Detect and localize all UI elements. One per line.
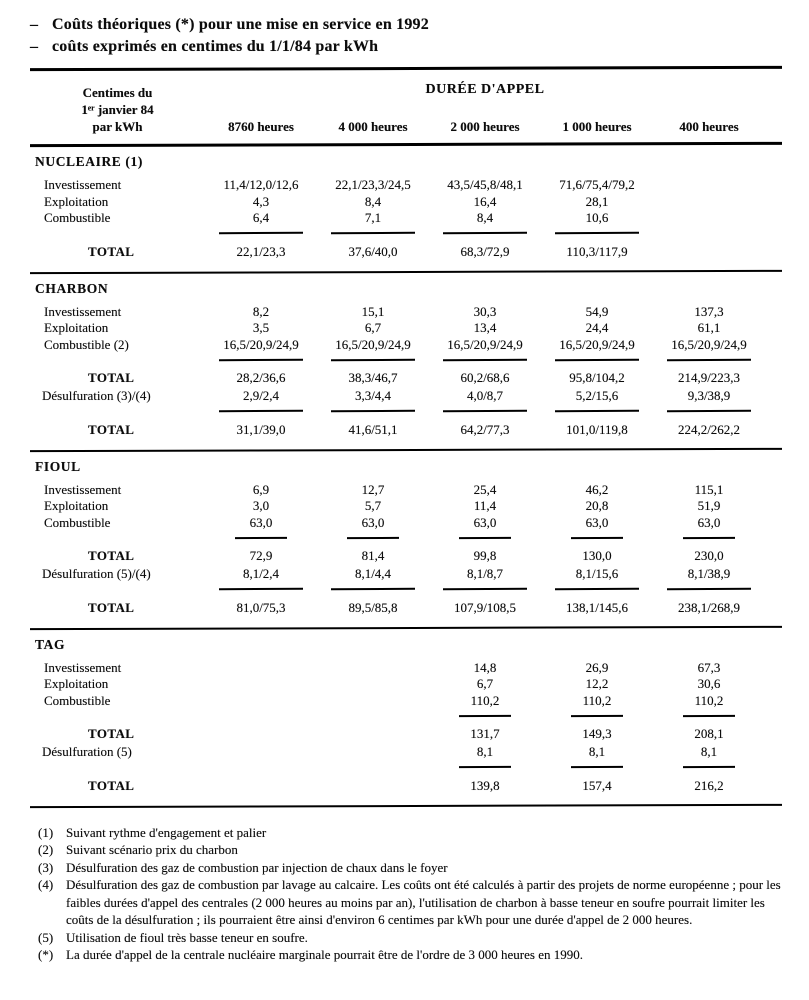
row-label: Investissement [44, 177, 122, 192]
cell-value: 63,0 [473, 514, 497, 530]
column-underline [219, 410, 303, 412]
underline-cell [541, 766, 653, 768]
cell-value: 81,0/75,3 [236, 599, 286, 615]
cell-value: 216,2 [694, 777, 724, 793]
cell-value: 14,8 [473, 659, 497, 675]
cell-value: 43,5/45,8/48,1 [447, 177, 523, 192]
cell-value [205, 744, 317, 761]
column-underline [571, 714, 623, 716]
underline-cell [429, 715, 541, 717]
underline-cell [541, 588, 653, 590]
row-label: Désulfuration (3)/(4) [42, 388, 151, 403]
underline-cell [205, 410, 317, 412]
row-label: Exploitation [44, 498, 109, 513]
cell-value: 15,1 [361, 303, 385, 319]
underline-cell [541, 537, 653, 539]
cell-value: 3,5 [252, 320, 270, 335]
total-row [30, 544, 785, 566]
total-separator-row [30, 583, 785, 596]
table-body [30, 146, 785, 807]
underline-cell [205, 588, 317, 590]
section-nucleaire-1 [30, 146, 785, 262]
cell-value: 149,3 [582, 726, 612, 741]
cell-value: 8,1/4,4 [354, 566, 392, 581]
row-label: TOTAL [88, 726, 135, 741]
underline-cell [317, 232, 429, 234]
underline-cell [653, 588, 765, 590]
data-row [30, 498, 785, 515]
underline-cell [429, 537, 541, 539]
cell-value: 8,1/38,9 [687, 566, 731, 581]
footnotes-block [30, 824, 785, 964]
data-row [30, 744, 785, 761]
column-underline [235, 536, 287, 538]
column-underline [555, 588, 639, 590]
data-row [30, 388, 785, 405]
underline-cell [541, 715, 653, 717]
cell-value: 8,2 [252, 303, 270, 319]
cell-value: 110,3/117,9 [566, 243, 628, 259]
cell-value: 2,9/2,4 [242, 388, 280, 403]
column-underline [331, 358, 415, 360]
footnote-text: Suivant rythme d'engagement et palier [66, 824, 267, 840]
underline-cell [429, 410, 541, 412]
cell-value [317, 776, 429, 796]
cell-value: 16,4 [473, 193, 497, 209]
section-title: TAG [35, 636, 66, 652]
underline-cell [653, 537, 765, 539]
cell-value: 71,6/75,4/79,2 [559, 177, 635, 192]
column-underline [459, 766, 511, 768]
column-underline [459, 536, 511, 538]
cell-value: 8,1 [700, 744, 718, 759]
cell-value: 230,0 [694, 548, 724, 563]
cell-value [653, 194, 765, 211]
duree-dappel-span-header: DURÉE D'APPEL [425, 82, 545, 97]
cell-value: 67,3 [697, 659, 721, 675]
cell-value: 4,3 [252, 193, 270, 209]
cell-value: 101,0/119,8 [566, 421, 628, 437]
underline-cell [317, 410, 429, 412]
cell-value: 6,7 [364, 320, 382, 335]
cell-value: 238,1/268,9 [677, 599, 741, 615]
column-header-400h: 400 heures [679, 119, 739, 134]
title-line-1 [30, 14, 785, 36]
cell-value [205, 693, 317, 710]
row-label: Combustible [44, 692, 111, 708]
cell-value: 37,6/40,0 [348, 243, 398, 259]
cell-value: 20,8 [585, 498, 609, 513]
section-tag [30, 629, 785, 796]
cell-value: 5,7 [364, 498, 382, 513]
column-underline [331, 588, 415, 590]
footnote-text: La durée d'appel de la centrale nucléaire marginale pourrait être de l'ordre de 3 000 heures en 1990. [66, 947, 583, 962]
cell-value [317, 693, 429, 710]
data-row [30, 482, 785, 499]
cell-value: 131,7 [470, 726, 500, 741]
cell-value: 4,0/8,7 [466, 388, 504, 403]
cell-value: 51,9 [697, 498, 721, 513]
row-label: Combustible (2) [44, 336, 129, 352]
cell-value: 63,0 [697, 514, 721, 530]
column-underline [443, 588, 527, 590]
underline-cell [205, 537, 317, 539]
cell-value: 81,4 [361, 548, 385, 563]
row-label: TOTAL [88, 599, 135, 615]
cell-value: 38,3/46,7 [348, 370, 398, 385]
row-label: Désulfuration (5) [42, 744, 132, 759]
underline-cell [317, 537, 429, 539]
row-label: Désulfuration (5)/(4) [42, 566, 151, 581]
row-header-label [30, 82, 205, 135]
cell-value: 157,4 [582, 777, 612, 793]
cell-value: 41,6/51,1 [348, 421, 398, 437]
cell-value: 3,3/4,4 [354, 388, 392, 403]
cell-value: 22,1/23,3 [236, 243, 286, 259]
data-row [30, 337, 785, 354]
column-underline [667, 410, 751, 412]
cell-value: 89,5/85,8 [348, 599, 398, 615]
footnote [38, 929, 781, 947]
cell-value: 8,1/2,4 [242, 566, 280, 581]
cell-value: 130,0 [582, 548, 612, 563]
cell-value [317, 744, 429, 761]
row-header-line: 1ᵉʳ janvier 84 [81, 102, 154, 117]
column-underline [331, 232, 415, 234]
section-title: CHARBON [35, 280, 109, 296]
column-underline [443, 232, 527, 234]
cell-value [205, 660, 317, 677]
column-underline [219, 588, 303, 590]
cell-value: 12,7 [361, 481, 385, 497]
cell-value: 99,8 [473, 548, 497, 563]
cell-value: 46,2 [585, 481, 609, 497]
cell-value [653, 177, 765, 194]
cell-value: 16,5/20,9/24,9 [223, 336, 299, 352]
footnote [38, 824, 781, 842]
data-row [30, 177, 785, 194]
row-header-line: par kWh [92, 119, 143, 134]
cell-value: 63,0 [585, 514, 609, 530]
cell-value: 61,1 [697, 320, 721, 335]
cell-value [317, 660, 429, 677]
underline-cell [541, 359, 653, 361]
row-label: Combustible [44, 514, 111, 530]
data-row [30, 693, 785, 710]
column-underline [683, 536, 735, 538]
column-underline [555, 410, 639, 412]
underline-cell [317, 359, 429, 361]
cell-value: 63,0 [361, 514, 385, 530]
cell-value: 110,2 [470, 692, 500, 708]
footnote-marker: (3) [38, 859, 54, 875]
row-label: TOTAL [88, 421, 135, 437]
data-row [30, 515, 785, 532]
cell-value: 22,1/23,3/24,5 [335, 177, 411, 192]
column-underline [331, 410, 415, 412]
cell-value [205, 776, 317, 796]
row-label: Exploitation [44, 676, 109, 691]
underline-cell [205, 232, 317, 234]
cell-value: 5,2/15,6 [575, 388, 619, 403]
title-text: coûts exprimés en centimes du 1/1/84 par kWh [52, 38, 379, 55]
section-fioul [30, 451, 785, 618]
row-label: TOTAL [88, 243, 135, 259]
cell-value: 8,1/8,7 [466, 566, 504, 581]
column-underline [683, 714, 735, 716]
row-label: Investissement [44, 481, 122, 497]
cell-value: 224,2/262,2 [677, 421, 741, 437]
cell-value [205, 724, 317, 744]
cell-value: 16,5/20,9/24,9 [335, 336, 411, 352]
cell-value: 11,4/12,0/12,6 [223, 177, 299, 192]
underline-cell [205, 359, 317, 361]
title-text: Coûts théoriques (*) pour une mise en service en 1992 [52, 16, 429, 33]
cell-value: 11,4 [473, 498, 497, 513]
cell-value: 9,3/38,9 [687, 388, 731, 403]
footnote-text: Désulfuration des gaz de combustion par injection de chaux dans le foyer [66, 859, 448, 875]
footnote-text: Utilisation de fioul très basse teneur en soufre. [66, 929, 308, 945]
underline-cell [317, 588, 429, 590]
column-underline [667, 588, 751, 590]
total-separator-row [30, 405, 785, 418]
footnote-marker: (2) [38, 842, 54, 857]
column-underline [459, 714, 511, 716]
underline-cell [541, 232, 653, 234]
cell-value: 3,0 [252, 498, 270, 513]
row-label: TOTAL [88, 777, 135, 793]
underline-cell [429, 232, 541, 234]
cell-value: 137,3 [694, 303, 724, 319]
title-line-2 [30, 36, 785, 58]
underline-cell [541, 410, 653, 412]
underline-cell [429, 588, 541, 590]
cell-value: 8,1 [476, 744, 494, 759]
footnote-text: Désulfuration des gaz de combustion par lavage au calcaire. Les coûts ont été calculés à partir des projets de norme européenne ; pour les faibles durées d'appel des centrales (2 000 heures au moins par an), l'utilisation de charbon à basse teneur en soufre pourrait limiter les coûts de la désulfuration ; ils pourraient être ainsi d'environ 6 centimes par kWh pour une durée d'appel de 2 000 heures. [66, 877, 781, 927]
column-underline [555, 358, 639, 360]
cell-value: 30,6 [697, 676, 721, 691]
column-header-8760h: 8760 heures [228, 119, 294, 134]
data-row [30, 676, 785, 693]
cell-value: 25,4 [473, 481, 497, 497]
row-label: TOTAL [88, 370, 135, 385]
cell-value: 30,3 [473, 303, 497, 319]
data-row [30, 566, 785, 583]
cell-value: 72,9 [249, 548, 273, 563]
total-separator-row [30, 353, 785, 366]
cell-value: 208,1 [694, 726, 724, 741]
column-underline [571, 536, 623, 538]
cell-value: 28,2/36,6 [236, 370, 286, 385]
row-label: TOTAL [88, 548, 135, 563]
cell-value: 139,8 [470, 777, 500, 793]
column-underline [347, 536, 399, 538]
row-label: Exploitation [44, 320, 109, 335]
column-header-1000h: 1 000 heures [562, 119, 632, 134]
data-row [30, 320, 785, 337]
cell-value: 6,9 [252, 481, 270, 497]
column-underline [219, 358, 303, 360]
underline-cell [653, 715, 765, 717]
row-label: Investissement [44, 303, 122, 319]
underline-cell [429, 766, 541, 768]
title-block [30, 14, 785, 58]
table-header [30, 82, 785, 135]
column-underline [443, 358, 527, 360]
cell-value: 26,9 [585, 659, 609, 675]
top-horizontal-rule [30, 66, 782, 71]
cell-value: 24,4 [585, 320, 609, 335]
total-separator-row [30, 761, 785, 774]
footnote-marker: (*) [38, 947, 54, 962]
cell-value [317, 724, 429, 744]
total-row [30, 366, 785, 388]
cell-value: 28,1 [585, 193, 609, 209]
cell-value: 107,9/108,5 [453, 599, 517, 615]
underline-cell [429, 359, 541, 361]
cell-value [653, 210, 765, 227]
cell-value: 54,9 [585, 303, 609, 319]
cell-value: 60,2/68,6 [460, 370, 510, 385]
footnote-text: Suivant scénario prix du charbon [66, 842, 238, 857]
cell-value: 16,5/20,9/24,9 [447, 336, 523, 352]
section-charbon [30, 273, 785, 440]
column-underline [571, 766, 623, 768]
column-underline [555, 232, 639, 234]
column-header-2000h: 2 000 heures [450, 119, 520, 134]
footnote [38, 946, 781, 964]
footnote-marker: (4) [38, 877, 54, 892]
row-label: Exploitation [44, 193, 109, 209]
column-underline [683, 766, 735, 768]
footnote [38, 841, 781, 859]
column-underline [443, 410, 527, 412]
data-row [30, 194, 785, 211]
cell-value: 63,0 [249, 514, 273, 530]
underline-cell [653, 410, 765, 412]
cell-value: 8,1/15,6 [575, 566, 619, 581]
cell-value [653, 242, 765, 262]
cell-value: 16,5/20,9/24,9 [671, 336, 747, 352]
cell-value: 6,7 [476, 676, 494, 691]
cell-value: 214,9/223,3 [677, 370, 741, 385]
column-header-4000h: 4 000 heures [338, 119, 408, 134]
total-separator-row [30, 531, 785, 544]
column-underline [219, 232, 303, 234]
total-row [30, 722, 785, 744]
column-underline [667, 358, 751, 360]
row-header-line: Centimes du [82, 85, 153, 100]
cell-value: 12,2 [585, 676, 609, 691]
cell-value [205, 676, 317, 693]
cell-value: 10,6 [585, 210, 609, 225]
total-row [30, 774, 785, 796]
cell-value: 8,4 [476, 210, 494, 225]
dash-bullet: – [30, 16, 39, 33]
cell-value: 64,2/77,3 [460, 421, 510, 437]
cell-value: 13,4 [473, 320, 497, 335]
total-row [30, 418, 785, 440]
data-row [30, 210, 785, 227]
row-label: Combustible [44, 210, 111, 225]
cell-value: 31,1/39,0 [236, 421, 286, 437]
section-title: NUCLEAIRE (1) [35, 154, 143, 169]
total-row [30, 240, 785, 262]
cell-value [317, 676, 429, 693]
cell-value: 8,4 [364, 193, 382, 209]
underline-cell [653, 766, 765, 768]
footnote [38, 876, 781, 929]
cell-value: 68,3/72,9 [460, 243, 510, 259]
cell-value: 110,2 [582, 692, 612, 708]
cell-value: 6,4 [252, 210, 270, 225]
data-row [30, 660, 785, 677]
total-row [30, 596, 785, 618]
total-separator-row [30, 227, 785, 240]
dash-bullet: – [30, 38, 39, 55]
cell-value: 115,1 [694, 481, 724, 497]
total-separator-row [30, 709, 785, 722]
cell-value: 138,1/145,6 [565, 599, 629, 615]
cell-value: 95,8/104,2 [569, 370, 625, 385]
underline-cell [653, 359, 765, 361]
cell-value: 110,2 [694, 692, 724, 708]
footnote [38, 859, 781, 877]
data-row [30, 304, 785, 321]
cell-value: 7,1 [364, 210, 382, 225]
bottom-horizontal-rule [30, 803, 782, 807]
section-title: FIOUL [35, 458, 81, 474]
cell-value: 16,5/20,9/24,9 [559, 336, 635, 352]
cell-value: 8,1 [588, 744, 606, 759]
footnote-marker: (1) [38, 824, 54, 840]
row-label: Investissement [44, 659, 122, 675]
footnote-marker: (5) [38, 929, 54, 945]
